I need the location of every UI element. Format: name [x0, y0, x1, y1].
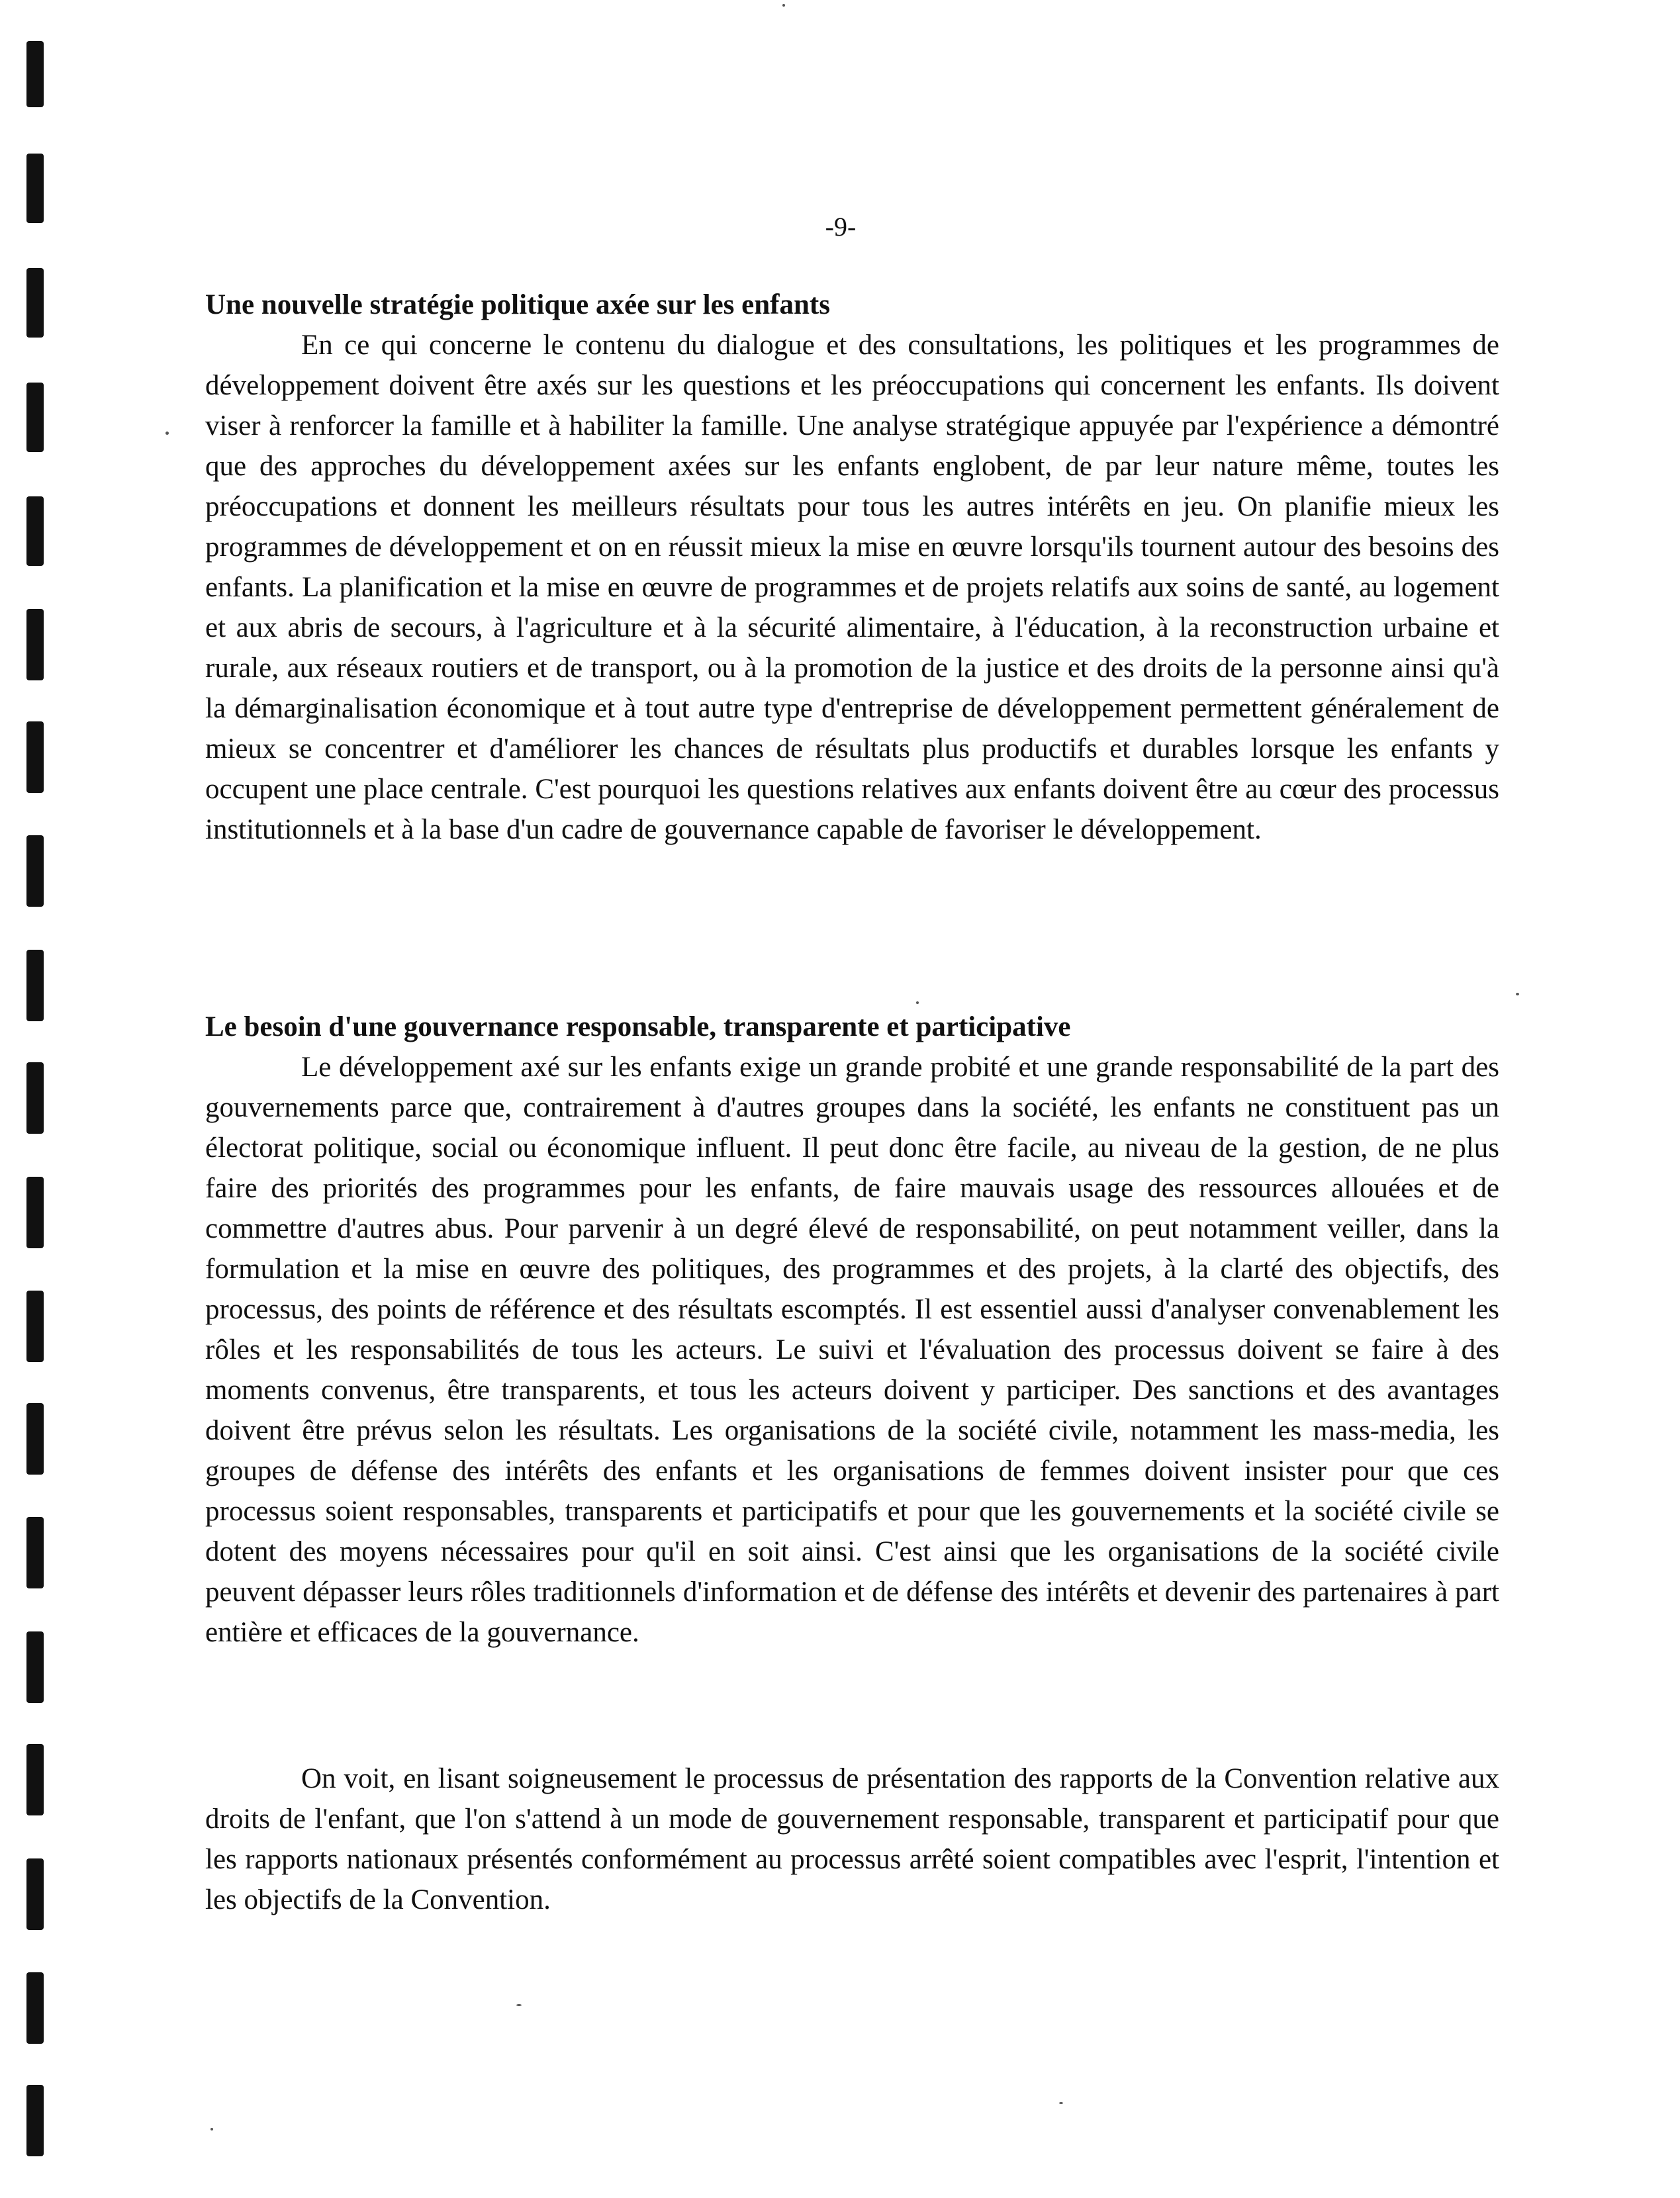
binding-mark	[26, 1631, 44, 1703]
binding-mark	[26, 2085, 44, 2156]
binding-mark	[26, 721, 44, 793]
section-convention-reporting	[205, 1759, 1499, 1920]
binding-mark	[26, 1858, 44, 1930]
binding-mark	[26, 1062, 44, 1134]
scan-speck	[210, 2128, 213, 2130]
section-child-focused-strategy	[205, 285, 1499, 850]
binding-mark	[26, 1403, 44, 1475]
binding-mark	[26, 1517, 44, 1588]
section-heading: Une nouvelle stratégie politique axée sur les enfants	[205, 289, 830, 320]
binding-mark	[26, 383, 44, 452]
binding-mark	[26, 1744, 44, 1815]
scan-speck	[782, 4, 785, 7]
scan-speck	[1059, 2102, 1063, 2104]
binding-mark	[26, 41, 44, 107]
binding-mark	[26, 154, 44, 223]
section-paragraph: Le développement axé sur les enfants exige un grande probité et une grande responsabilité de la part des gouvernements parce que, contrairement à d'autres groupes dans la société, les enfants ne constituent pas un électorat politique, social ou économique influent. Il peut donc être facile, au niveau de la gestion, de ne plus faire des priorités des programmes pour les enfants, de faire mauvais usage des ressources allouées et de commettre d'autres abus. Pour parvenir à un degré élevé de responsabilité, on peut notamment veiller, dans la formulation et la mise en œuvre des politiques, des programmes et des projets, à la clarté des objectifs, des processus, des points de référence et des résultats escomptés. Il est essentiel aussi d'analyser convenablement les rôles et les responsabilités de tous les acteurs. Le suivi et l'évaluation des processus doivent se faire à des moments convenus, être transparents, et tous les acteurs doivent y participer. Des sanctions et des avantages doivent être prévus selon les résultats. Les organisations de la société civile, notamment les mass-media, les groupes de défense des intérêts des enfants et les organisations de femmes doivent insister pour que ces processus soient responsables, transparents et participatifs et pour que les gouvernements et la société civile se dotent des moyens nécessaires pour qu'il en soit ainsi. C'est ainsi que les organisations de la société civile peuvent dépasser leurs rôles traditionnels d'information et de défense des intérêts et devenir des partenaires à part entière et efficaces de la gouvernance.	[205, 1052, 1499, 1648]
scan-speck	[516, 2004, 522, 2006]
binding-mark	[26, 1177, 44, 1248]
binding-mark	[26, 496, 44, 566]
binding-mark	[26, 268, 44, 338]
scan-speck	[165, 432, 169, 435]
binding-mark	[26, 609, 44, 680]
section-accountable-governance	[205, 1007, 1499, 1653]
page-number: -9-	[825, 212, 857, 242]
binding-mark	[26, 835, 44, 907]
binding-mark	[26, 950, 44, 1021]
binding-mark	[26, 1291, 44, 1362]
section-paragraph: On voit, en lisant soigneusement le processus de présentation des rapports de la Convention relative aux droits de l'enfant, que l'on s'attend à un mode de gouvernement responsable, transparent et participatif pour que les rapports nationaux présentés conformément au processus arrêté soient compatibles avec l'esprit, l'intention et les objectifs de la Convention.	[205, 1763, 1499, 1915]
binding-mark	[26, 1972, 44, 2044]
scan-speck	[916, 1001, 919, 1004]
scan-speck	[1516, 993, 1519, 995]
section-heading: Le besoin d'une gouvernance responsable, transparente et participative	[205, 1011, 1071, 1042]
section-paragraph: En ce qui concerne le contenu du dialogue et des consultations, les politiques et les programmes de développement doivent être axés sur les questions et les préoccupations qui concernent les enfants. Ils doivent viser à renforcer la famille et à habiliter la famille. Une analyse stratégique appuyée par l'expérience a démontré que des approches du développement axées sur les enfants englobent, de par leur nature même, toutes les préoccupations et donnent les meilleurs résultats pour tous les autres intérêts en jeu. On planifie mieux les programmes de développement et on en réussit mieux la mise en œuvre lorsqu'ils tournent autour des besoins des enfants. La planification et la mise en œuvre de programmes et de projets relatifs aux soins de santé, au logement et aux abris de secours, à l'agriculture et à la sécurité alimentaire, à l'éducation, à la reconstruction urbaine et rurale, aux réseaux routiers et de transport, ou à la promotion de la justice et des droits de la personne ainsi qu'à la démarginalisation économique et à tout autre type d'entreprise de développement permettent généralement de mieux se concentrer et d'améliorer les chances de résultats plus productifs et durables lorsque les enfants y occupent une place centrale. C'est pourquoi les questions relatives aux enfants doivent être au cœur des processus institutionnels et à la base d'un cadre de gouvernance capable de favoriser le développement.	[205, 330, 1499, 845]
